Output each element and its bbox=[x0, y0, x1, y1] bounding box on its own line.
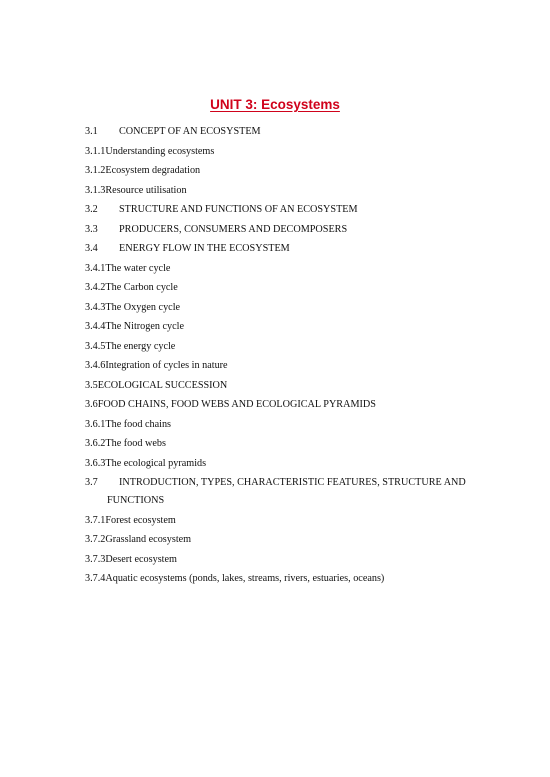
toc-item-number: 3.6 bbox=[85, 399, 98, 410]
toc-item-label: The Oxygen cycle bbox=[105, 301, 181, 313]
toc-item bbox=[85, 302, 505, 322]
toc-item bbox=[85, 146, 505, 166]
toc-item-label: Desert ecosystem bbox=[105, 553, 177, 565]
toc-item-number: 3.1.1 bbox=[85, 145, 106, 157]
toc-item bbox=[85, 224, 505, 244]
toc-item bbox=[85, 126, 505, 146]
toc-item-label: FOOD CHAINS, FOOD WEBS AND ECOLOGICAL PYRAMIDS bbox=[97, 399, 376, 410]
toc-item-number: 3.7.1 bbox=[85, 514, 106, 526]
toc-item-number: 3.7.4 bbox=[85, 573, 106, 584]
toc-item-number: 3.2 bbox=[85, 204, 98, 215]
toc-item bbox=[85, 243, 505, 263]
toc-item bbox=[85, 515, 505, 535]
toc-item bbox=[85, 321, 505, 341]
toc-item-number: 3.4.6 bbox=[85, 360, 106, 371]
toc-item-label: INTRODUCTION, TYPES, CHARACTERISTIC FEATURES, STRUCTURE AND bbox=[119, 477, 466, 488]
toc-item-label: FUNCTIONS bbox=[107, 495, 165, 506]
toc-item bbox=[85, 477, 505, 495]
toc-item-label: The food chains bbox=[105, 418, 172, 430]
toc-item bbox=[85, 341, 505, 361]
toc-item-number: 3.4.5 bbox=[85, 340, 106, 352]
toc-item-label: The energy cycle bbox=[105, 340, 176, 352]
toc-item-number: 3.6.1 bbox=[85, 418, 106, 430]
toc-item bbox=[85, 185, 505, 205]
toc-item-number: 3.1.3 bbox=[85, 184, 106, 196]
toc-item-label: The food webs bbox=[105, 438, 166, 449]
toc-item-continuation bbox=[85, 495, 505, 515]
toc-item-number: 3.5 bbox=[85, 379, 98, 391]
toc-item-number: 3.1 bbox=[85, 126, 98, 137]
toc-item-number: 3.3 bbox=[85, 223, 98, 235]
toc-item-label: The Nitrogen cycle bbox=[105, 321, 185, 332]
toc-item bbox=[85, 554, 505, 574]
toc-item-label: CONCEPT OF AN ECOSYSTEM bbox=[119, 126, 261, 137]
toc-item-label: PRODUCERS, CONSUMERS AND DECOMPOSERS bbox=[119, 223, 348, 235]
toc-item-label: ENERGY FLOW IN THE ECOSYSTEM bbox=[119, 243, 290, 254]
toc-item bbox=[85, 438, 505, 458]
toc-item bbox=[85, 419, 505, 439]
toc-item bbox=[85, 458, 505, 478]
toc-item-label: Aquatic ecosystems (ponds, lakes, streams, rivers, estuaries, oceans) bbox=[105, 573, 385, 584]
toc-item-label: Integration of cycles in nature bbox=[105, 360, 228, 371]
toc-item-number: 3.4.4 bbox=[85, 321, 106, 332]
toc-item bbox=[85, 534, 505, 554]
toc-item bbox=[85, 573, 505, 593]
toc-item bbox=[85, 165, 505, 185]
toc-item bbox=[85, 204, 505, 224]
toc-item bbox=[85, 380, 505, 400]
toc-item-number: 3.1.2 bbox=[85, 165, 106, 176]
toc-item-number: 3.6.2 bbox=[85, 438, 106, 449]
toc-item-number: 3.7.3 bbox=[85, 553, 106, 565]
toc-item-label: Resource utilisation bbox=[105, 184, 187, 196]
toc-item-label: Understanding ecosystems bbox=[105, 145, 215, 157]
toc-item-number: 3.7 bbox=[85, 477, 98, 488]
toc-item-label: Grassland ecosystem bbox=[105, 534, 192, 545]
toc-item-number: 3.6.3 bbox=[85, 457, 106, 469]
toc-item-number: 3.4.3 bbox=[85, 301, 106, 313]
toc-item-label: The Carbon cycle bbox=[105, 282, 178, 293]
toc-item-label: Forest ecosystem bbox=[105, 514, 176, 526]
toc-item bbox=[85, 360, 505, 380]
toc-item-label: ECOLOGICAL SUCCESSION bbox=[97, 379, 228, 391]
toc-item-number: 3.4.1 bbox=[85, 262, 106, 274]
toc-item-label: The water cycle bbox=[105, 262, 171, 274]
toc-item bbox=[85, 399, 505, 419]
toc-item bbox=[85, 263, 505, 283]
toc-item-label: Ecosystem degradation bbox=[105, 165, 201, 176]
table-of-contents bbox=[85, 126, 505, 593]
toc-item-label: The ecological pyramids bbox=[105, 457, 207, 469]
toc-item bbox=[85, 282, 505, 302]
toc-item-label: STRUCTURE AND FUNCTIONS OF AN ECOSYSTEM bbox=[119, 204, 358, 215]
page-title: UNIT 3: Ecosystems bbox=[210, 97, 340, 112]
toc-item-number: 3.4 bbox=[85, 243, 98, 254]
toc-item-number: 3.7.2 bbox=[85, 534, 106, 545]
toc-item-number: 3.4.2 bbox=[85, 282, 106, 293]
